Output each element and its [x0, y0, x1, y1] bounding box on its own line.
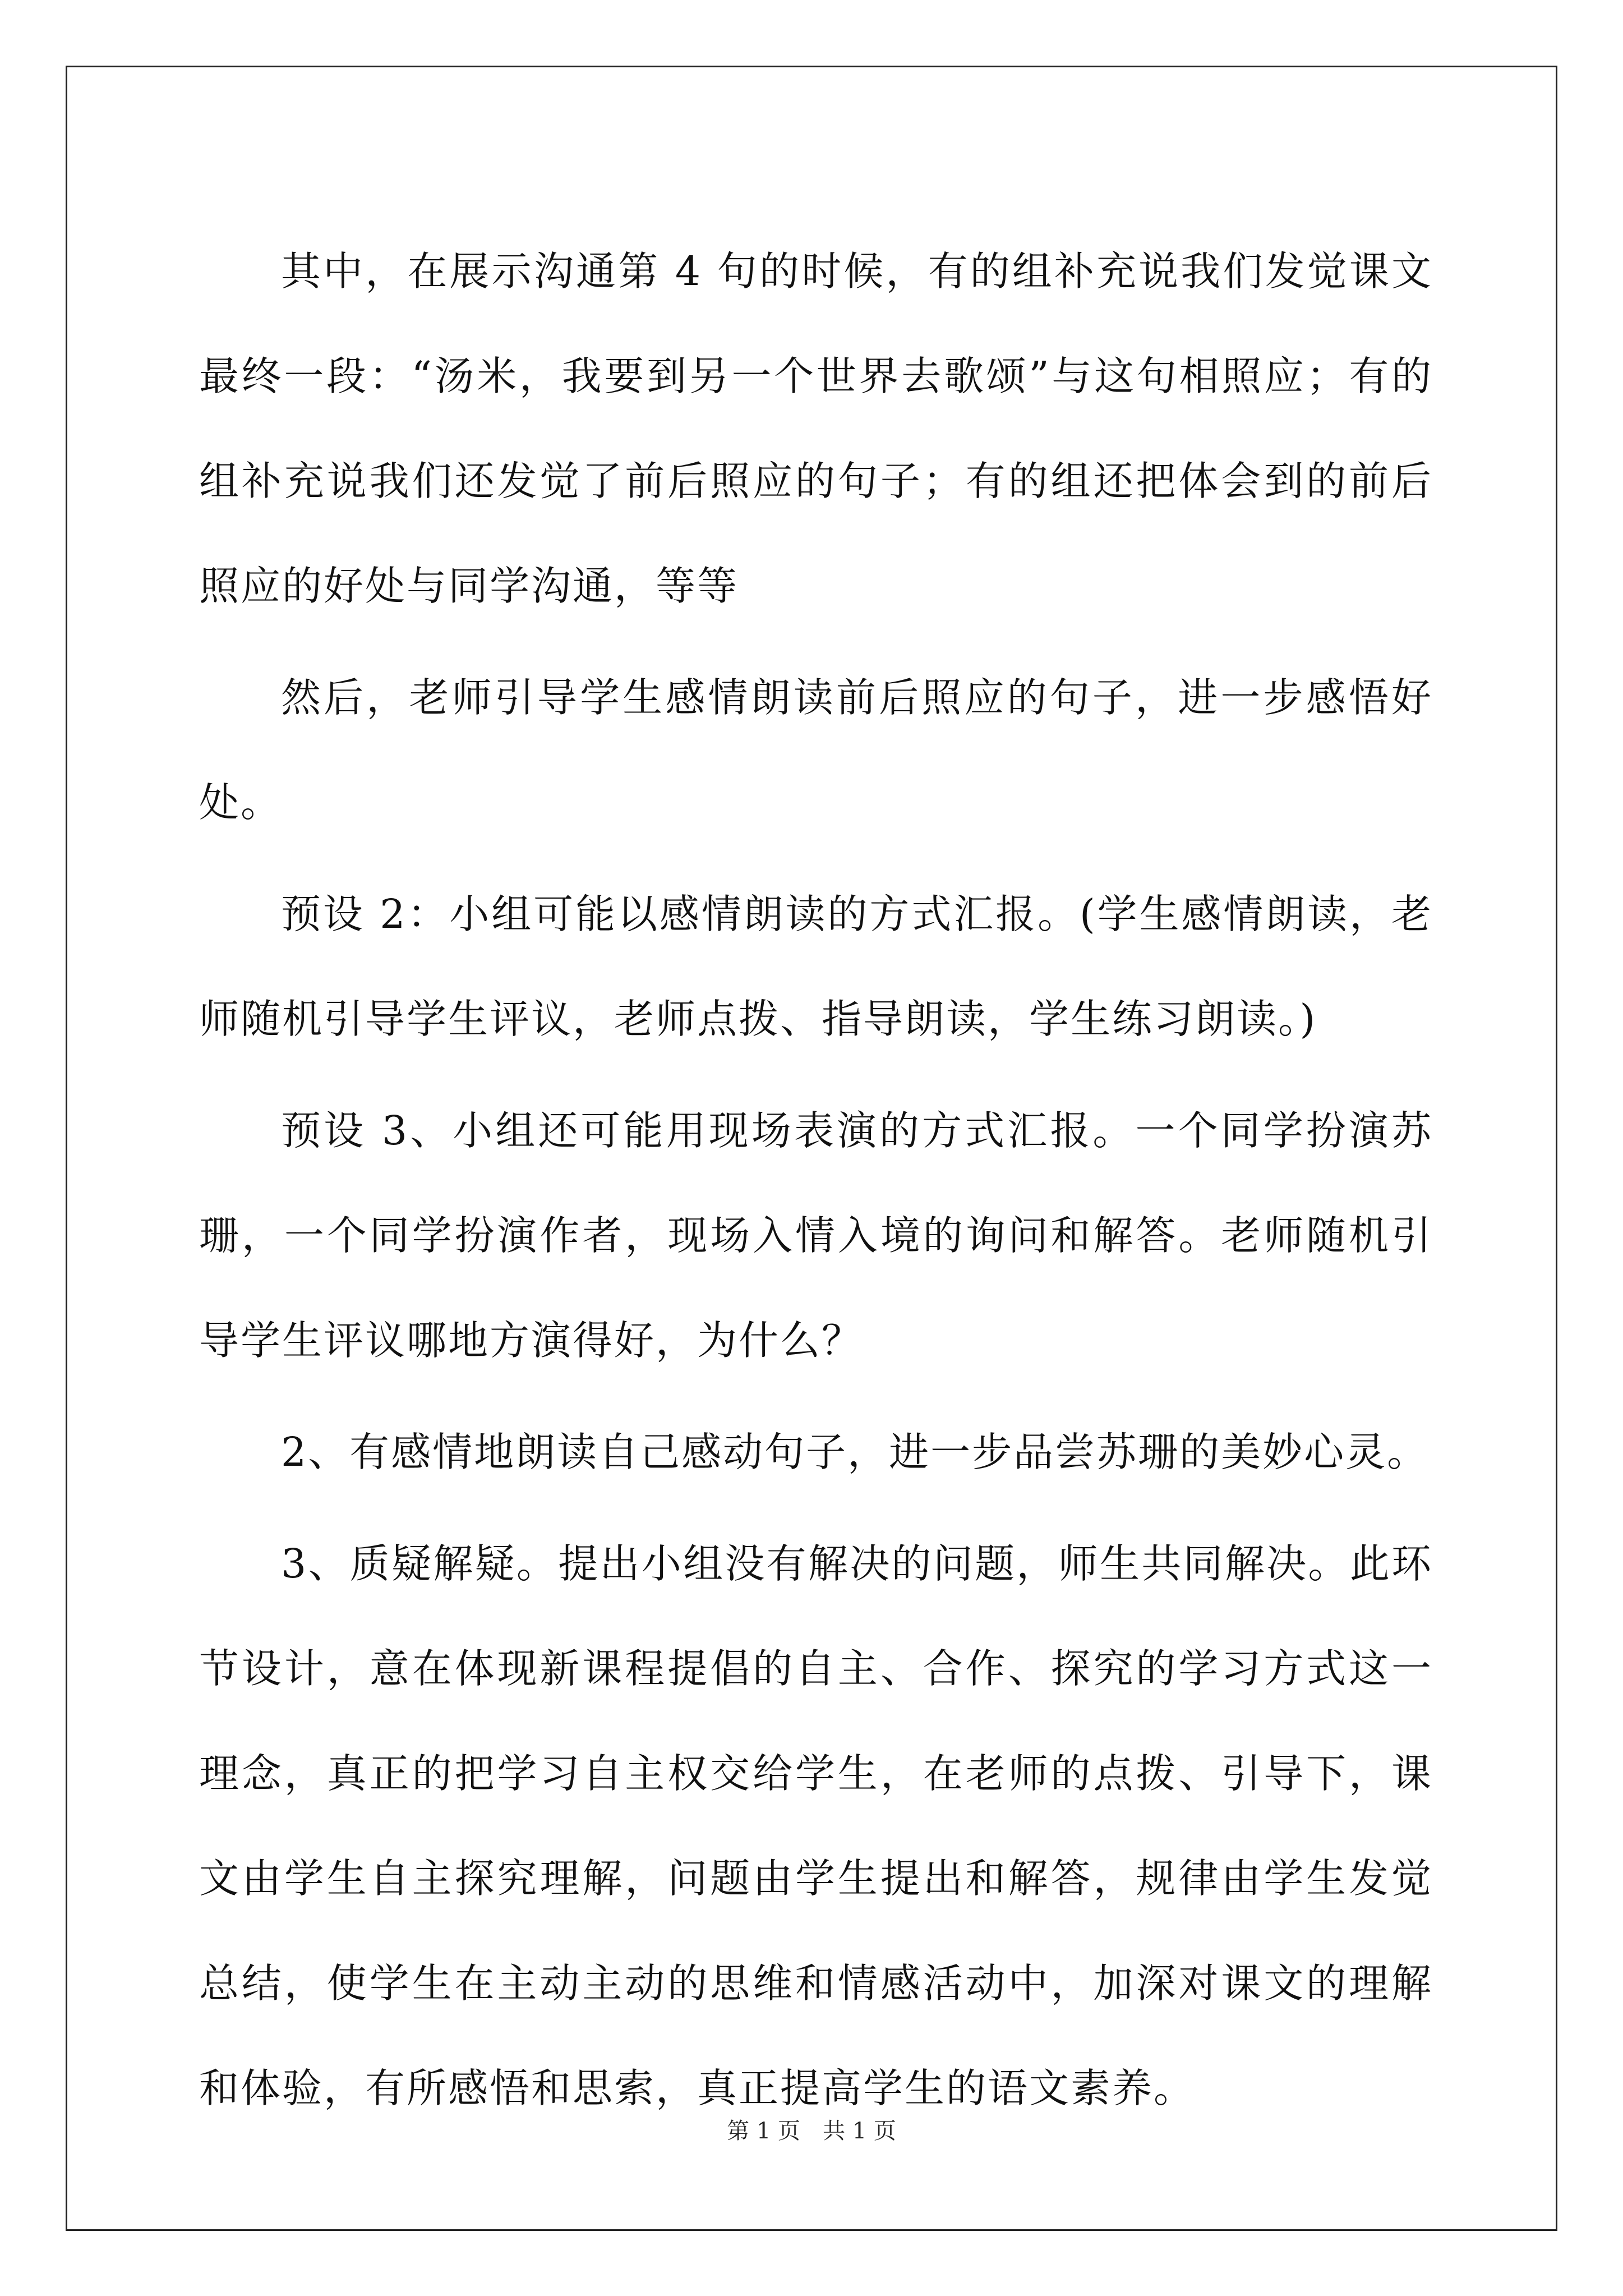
paragraph-6: 3、质疑解疑。提出小组没有解决的问题，师生共同解决。此环节设计，意在体现新课程提倡的自主、合作、探究的学习方式这一理念，真正的把学习自主权交给学生，在老师的点拨、引导下，课文由学生自主探究理解，问题由学生提出和解答，规律由学生发觉总结，使学生在主动主动的思维和情感活动中，加深对课文的理解和体验，有所感悟和思索，真正提高学生的语文素养。	[199, 1540, 1433, 2111]
document-body	[199, 219, 1433, 2141]
paragraph-4: 预设 3、小组还可能用现场表演的方式汇报。一个同学扮演苏珊，一个同学扮演作者，现场入情入境的询问和解答。老师随机引导学生评议哪地方演得好，为什么？	[199, 1107, 1433, 1364]
page-number-footer: 第 1 页 共 1 页	[727, 2118, 896, 2144]
paragraph-1: 其中，在展示沟通第 4 句的时候，有的组补充说我们发觉课文最终一段：“汤米，我要到另一个世界去歌颂”与这句相照应；有的组补充说我们还发觉了前后照应的句子；有的组还把体会到的前后照应的好处与同学沟通，等等	[199, 248, 1433, 609]
paragraph-2: 然后，老师引导学生感情朗读前后照应的句子，进一步感悟好处。	[199, 674, 1433, 826]
paragraph-5: 2、有感情地朗读自己感动句子，进一步品尝苏珊的美妙心灵。	[281, 1429, 1429, 1475]
paragraph-3: 预设 2：小组可能以感情朗读的方式汇报。(学生感情朗读，老师随机引导学生评议，老师点拨、指导朗读，学生练习朗读。)	[199, 891, 1433, 1042]
